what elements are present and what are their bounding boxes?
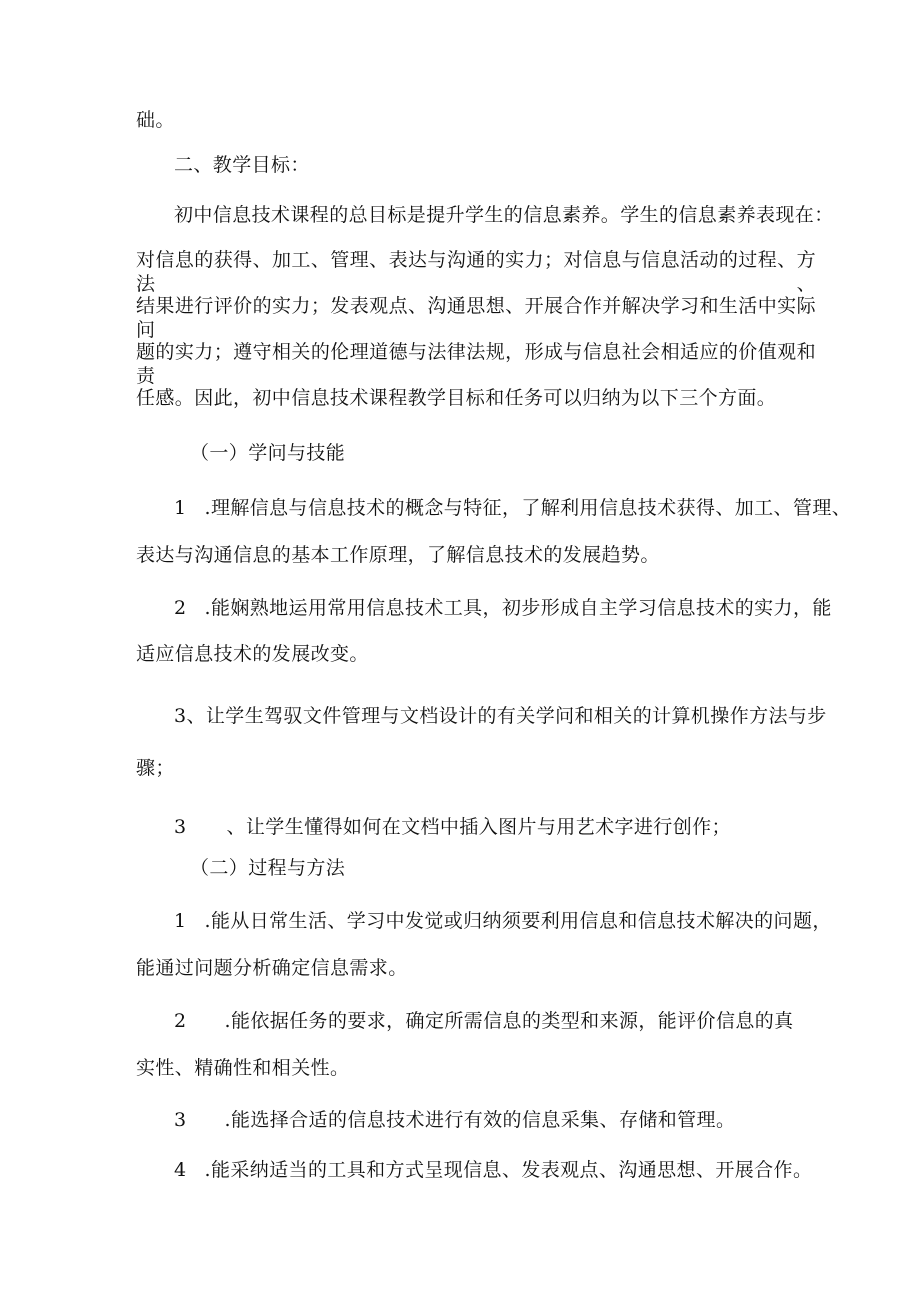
line-text: 对信息的获得、加工、管理、表达与沟通的实力；对信息与信息活动的过程、方法、 xyxy=(136,249,816,295)
heading-text: （一）学问与技能 xyxy=(190,442,346,464)
line-text: 、让学生懂得如何在文档中插入图片与用艺术字进行创作； xyxy=(226,816,731,838)
paragraph-line xyxy=(174,203,834,227)
item-number: 4 xyxy=(174,1159,187,1181)
line-text: 础。 xyxy=(136,109,175,131)
item-number: 1 xyxy=(174,497,187,519)
paragraph-line xyxy=(136,248,816,296)
item-number: 3 xyxy=(174,1109,187,1131)
line-text: 3、让学生驾驭文件管理与文档设计的有关学问和相关的计算机操作方法与步 xyxy=(174,705,827,727)
list-item xyxy=(174,815,731,839)
paragraph-line xyxy=(136,642,369,666)
paragraph-line xyxy=(136,543,660,567)
paragraph-line xyxy=(136,1056,349,1080)
line-text: 骤； xyxy=(136,757,175,779)
subsection-heading xyxy=(190,856,345,880)
paragraph-line xyxy=(136,340,816,388)
list-item xyxy=(174,496,851,520)
item-number: 2 xyxy=(174,597,187,619)
paragraph-line xyxy=(136,956,408,980)
line-text: .理解信息与信息技术的概念与特征，了解利用信息技术获得、加工、管理、 xyxy=(204,497,852,519)
section-heading xyxy=(174,153,310,177)
line-text: .能从日常生活、学习中发觉或归纳须要利用信息和信息技术解决的问题， xyxy=(204,910,832,932)
line-text: .能依据任务的要求，确定所需信息的类型和来源，能评价信息的真 xyxy=(224,1010,794,1032)
heading-text: （二）过程与方法 xyxy=(190,857,346,879)
line-text: .能娴熟地运用常用信息技术工具，初步形成自主学习信息技术的实力，能 xyxy=(204,597,832,619)
line-text: 结果进行评价的实力；发表观点、沟通思想、开展合作并解决学习和生活中实际问 xyxy=(136,295,816,341)
paragraph-line xyxy=(136,294,816,342)
item-number: 1 xyxy=(174,910,187,932)
list-item xyxy=(174,1009,794,1033)
line-text: 适应信息技术的发展改变。 xyxy=(136,643,369,665)
list-item xyxy=(174,909,832,933)
item-number: 3 xyxy=(174,816,187,838)
list-item xyxy=(174,704,827,728)
line-text: 任感。因此，初中信息技术课程教学目标和任务可以归纳为以下三个方面。 xyxy=(136,387,777,409)
line-text: 能通过问题分析确定信息需求。 xyxy=(136,957,408,979)
paragraph-line xyxy=(136,756,175,780)
paragraph-line xyxy=(136,386,776,410)
subsection-heading xyxy=(190,441,345,465)
list-item xyxy=(174,1108,735,1132)
line-text: 表达与沟通信息的基本工作原理，了解信息技术的发展趋势。 xyxy=(136,544,660,566)
line-text: 初中信息技术课程的总目标是提升学生的信息素养。学生的信息素养表现在： xyxy=(174,204,834,226)
line-text: 实性、精确性和相关性。 xyxy=(136,1057,350,1079)
list-item xyxy=(174,1158,812,1182)
heading-text: 二、教学目标： xyxy=(174,154,310,176)
line-text: .能选择合适的信息技术进行有效的信息采集、存储和管理。 xyxy=(224,1109,736,1131)
list-item xyxy=(174,596,832,620)
item-number: 2 xyxy=(174,1010,187,1032)
text-line xyxy=(136,108,175,132)
line-text: .能采纳适当的工具和方式呈现信息、发表观点、沟通思想、开展合作。 xyxy=(204,1159,813,1181)
line-text: 题的实力；遵守相关的伦理道德与法律法规，形成与信息社会相适应的价值观和责 xyxy=(136,341,816,387)
